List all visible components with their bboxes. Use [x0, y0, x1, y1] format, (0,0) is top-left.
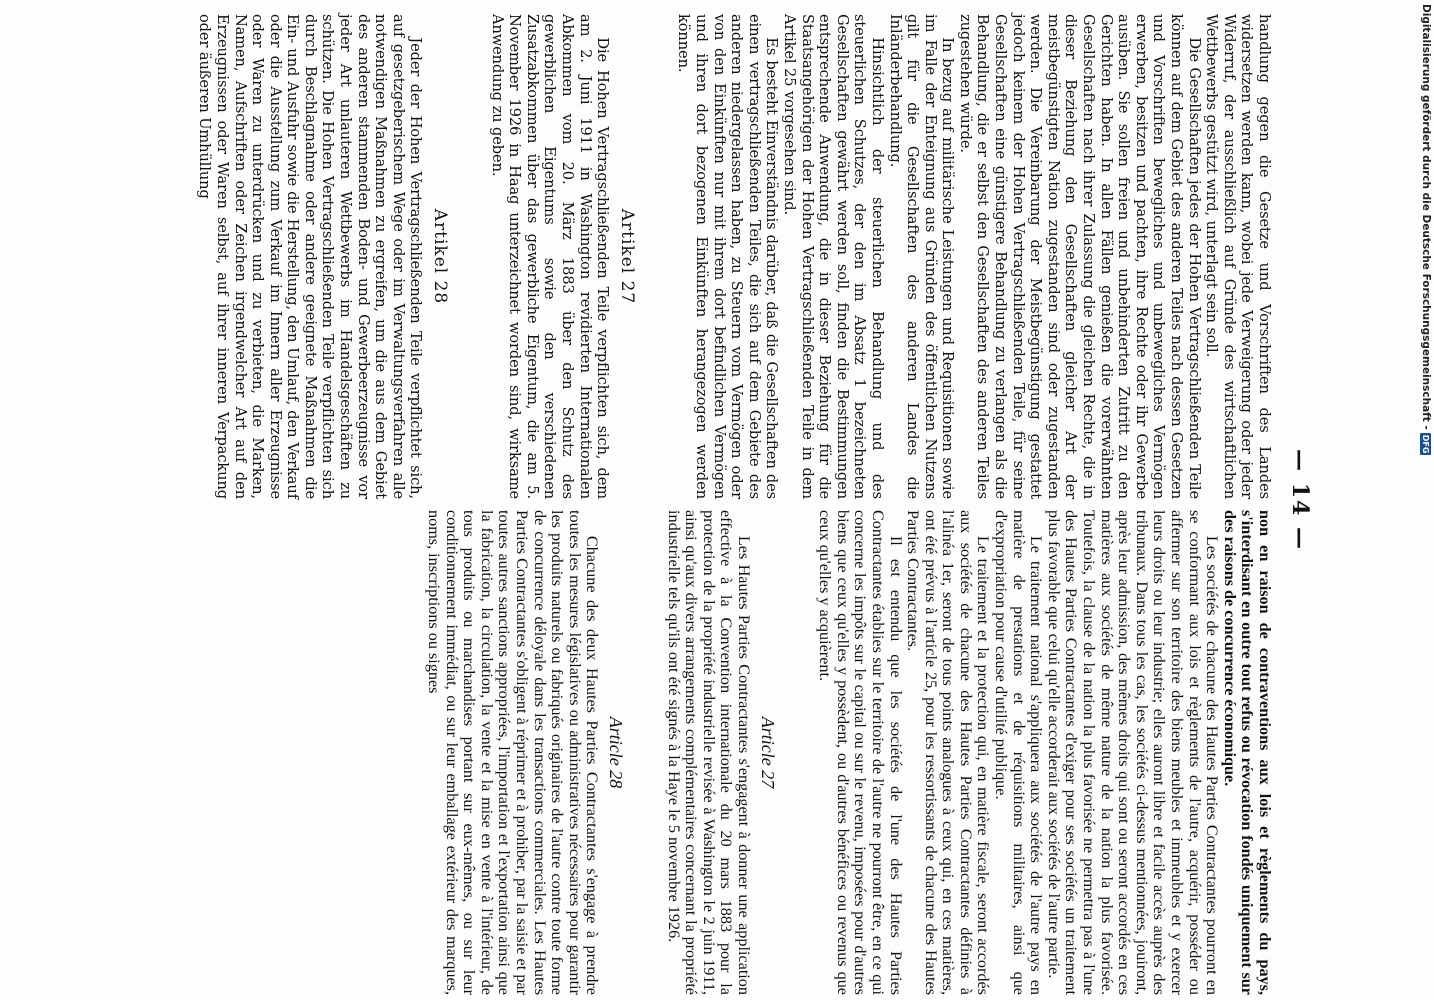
german-paragraph: In bezug auf militärische Leistungen und Requisitionen sowie im Falle der Enteignung aus Gründen des öffentlichen Nutzens gilt für die Gesellschaften des anderen Landes die Inländerbehandlung.	[886, 14, 957, 499]
french-paragraph: Le traitement national s'appliquera aux sociétés de l'autre pays en matière de prestations et de réquisitions militaires, ainsi que d'expropriation pour cause d'utilité publique.	[992, 510, 1046, 995]
article-28-text-de: Jeder der Hohen Vertragschließenden Teile verpflichtet sich, auf gesetzgeberischem Wege oder im Verwaltungsverfahren alle notwendigen Maßnahmen zu ergreifen, um die aus dem Gebiet des anderen stammenden Boden- und Gewerbeerzeugnisse vor jeder Art unlauteren Wettbewerbs im Handelsgeschäften zu schützen. Die Hohen Vertragschließenden Teile verpflichten sich durch Beschlagnahme oder andere geeignete Maßnahmen die Ein- und Ausfuhr sowie die Herstellung, den Umlauf, den Verkauf oder die Ausstellung zum Verkauf im Innern aller Erzeugnisse oder Waren zu unterdrücken und zu verbieten, die Marken, Namen, Aufschriften oder Zeichen irgendwelcher Art auf den Erzeugnissen oder Waren selbst, auf ihrer inneren Verpackung oder äußeren Umhüllung	[196, 14, 425, 499]
german-paragraph: Hinsichtlich der steuerlichen Behandlung und des steuerlichen Schutzes, der den im Absatz 1 bezeichneten Gesellschaften gewährt werden soll, finden die Bestimmungen entsprechende Anwendung, die in dieser Beziehung für die Staatsangehörigen der Hohen Vertragschließenden Teile in dem Artikel 25 vorgesehen sind.	[780, 14, 886, 499]
scanned-page	[7, 0, 1317, 1000]
german-paragraph: handlung gegen die Gesetze und Vorschriften des Landes widersetzen werden kann, wobei jede Verweigerung oder jeder Widerruf, der ausschließlich auf Gründe des wirtschaftlichen Wettbewerbs gestützt wird, unterlagt sein soll.	[1203, 14, 1273, 499]
french-paragraph: Le traitement et la protection qui, en matière fiscale, seront accordés aux sociétés de chacune des Hautes Parties Contractantes définies à l'alinéa 1er, seront de tous points analogues à ceux qui, en ces matières, ont été prévus à l'article 25, pour les ressortissants de chacune des Hautes Parties Contractantes.	[904, 510, 993, 995]
article-28-heading-fr: Article 28	[606, 716, 626, 789]
article-27-text-de: Die Hohen Vertragschließenden Teile verpflichten sich, dem am 2. Juni 1911 in Washington revidierten Internationalen Abkommen vom 20. März 1883 über den Schutz des gewerblichen Eigentums sowie den verschiedenen Zusatzabkommen über das gewerbliche Eigentum, die am 5. November 1926 in Haag unterzeichnet worden sind, wirksame Anwendung zu geben.	[488, 14, 612, 499]
dfg-logo-icon: DFG	[1421, 434, 1431, 454]
article-27-text-fr: Les Hautes Parties Contractantes s'engagent à donner une application effective à la Convention internationale du 20 mars 1883 pour la protection de la propriété industrielle revisée à Washington le 2 juin 1911, ainsi qu'aux divers arrangements complémentaires concernant la propriété industrielle tels qu'ils ont été signés à la Haye le 5 novembre 1926.	[664, 510, 753, 995]
digitization-credit-strip	[1418, 0, 1434, 1000]
digitization-credit: Digitalisierung gefördert durch die Deutsche Forschungsgemeinschaft -	[1420, 4, 1432, 430]
german-paragraph: Es besteht Einverständnis darüber, daß die Gesellschaften des einen vertragschließenden Teiles, die sich auf dem Gebiete des anderen niedergelassen haben, zu Steuern vom Vermögen oder von den Einkünften nur mit ihrem dort befindlichen Vermögen und ihren dort bezogenen Einkünften herangezogen werden können.	[675, 14, 781, 499]
german-column	[196, 14, 1273, 499]
german-paragraph: Die Gesellschaften jedes der Hohen Vertragschließenden Teile können auf dem Gebiet des anderen Teiles nach dessen Gesetzen und Vorschriften bewegliches und unbewegliches Vermögen erwerben, besitzen und pachten, ihre Rechte oder ihr Gewerbe ausüben. Sie sollen freien und unbehinderten Zutritt zu den Gerichten haben. In allen Fällen genießen die vorerwähnten Gesellschaften nach ihrer Zulassung die gleichen Rechte, die in dieser Beziehung den Gesellschaften gleicher Art der meistbegünstigten Nation zugestanden sind oder zugestanden werden. Die Vereinbarung der Meistbegünstigung gestattet jedoch keinem der Hohen Vertragschließenden Teile, für seine Gesellschaften eine günstigere Behandlung zu verlangen als die Behandlung, die er selbst den Gesellschaften des anderen Teiles zugestehen würde.	[956, 14, 1203, 499]
article-28-heading-de: Artikel 28	[430, 208, 451, 305]
french-paragraph: Les sociétés de chacune des Hautes Parties Contractantes pourront en se conformant aux lois et règlements de l'autre, acquérir, posséder ou affermer sur son territoire des biens meubles et immeubles et y exercer leurs droits ou leur industrie; elles auront libre et facile accès auprès des tribunaux. Dans tous les cas, les sociétés ci-dessus mentionnées, jouiront, après leur admission, des mêmes droits qui sont ou seront accordés en ces matières aux sociétés de même nature de la nation la plus favorisée. Toutefois, la clause de la nation la plus favorisée ne permettra pas à l'une des Hautes Parties Contractantes d'exiger pour ses sociétés un traitement plus favorable que celui qu'elle accorderait aux sociétés de l'autre partie.	[1044, 510, 1222, 995]
page-number: — 14 —	[1287, 449, 1313, 551]
french-column	[424, 510, 1273, 995]
article-27-heading-fr: Article 27	[757, 716, 778, 789]
french-paragraph: non en raison de contraventions aux lois et règlements du pays, s'interdisant en outre tout refus ou révocation fondés uniquement sur des raisons de concurrence économique.	[1220, 510, 1274, 995]
french-paragraph: Il est entendu que les sociétés de l'une des Hautes Parties Contractantes établies sur le territoire de l'autre ne pourront être, en ce qui concerne les impôts sur le capital ou sur le revenu, imposées pour d'autres biens que ceux qu'elles y possèdent, ou d'autres bénéfices ou revenus que ceux qu'elles y acquièrent.	[816, 510, 905, 995]
article-27-heading-de: Artikel 27	[616, 208, 637, 305]
article-28-text-fr: Chacune des deux Hautes Parties Contractantes s'engage à prendre toutes les mesures législatives ou administratives nécessaires pour garantir les produits naturels ou fabriqués originaires de l'autre contre toute forme de concurrence déloyale dans les transactions commerciales. Les Hautes Parties Contractantes s'obligent à réprimer et à prohiber, par la saisie et par toutes autres sanctions appropriées, l'importation et l'exportation ainsi que la fabrication, la circulation, la vente et la mise en vente à l'intérieur, de tous produits ou marchandises portant sur eux-mêmes, ou sur leur conditionnement immédiat, ou sur leur emballage extérieur des marques, noms, inscriptions ou signes	[425, 510, 602, 995]
